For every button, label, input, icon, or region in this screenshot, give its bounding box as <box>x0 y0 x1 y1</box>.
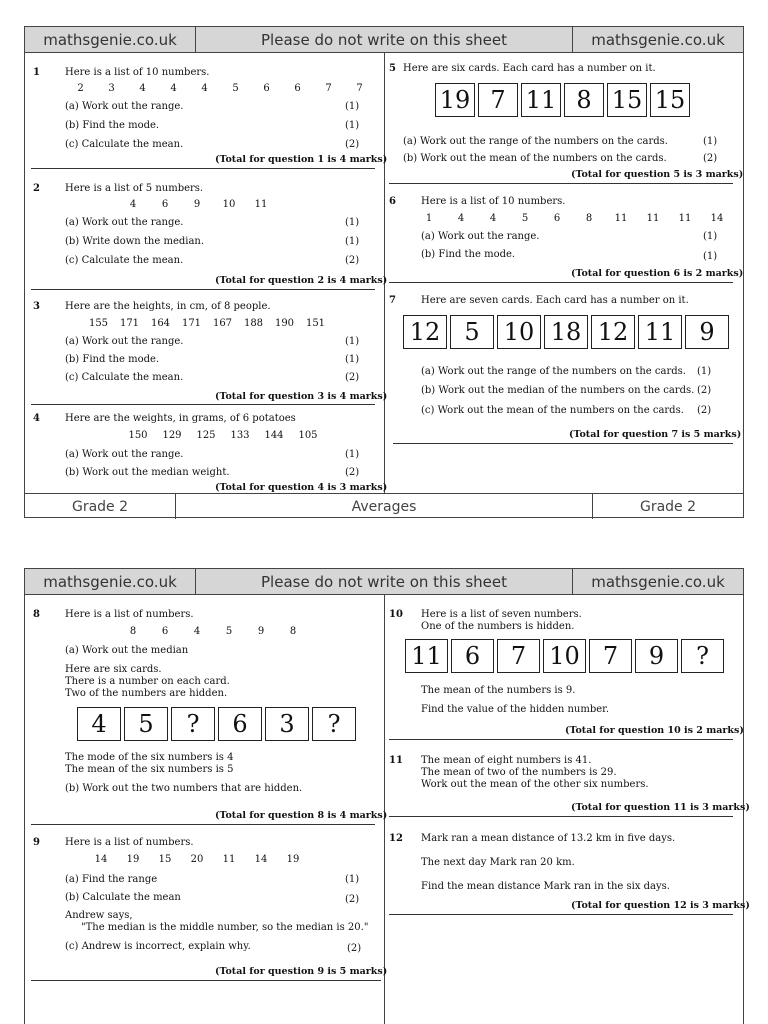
number-card: 9 <box>685 315 729 349</box>
question-text: Here are six cards. <box>65 664 162 675</box>
number-list <box>117 626 309 637</box>
question-text: Work out the mean of the other six numbers. <box>421 779 649 790</box>
list-number: 9 <box>193 199 201 210</box>
question-text: There is a number on each card. <box>65 676 230 687</box>
right-column <box>385 595 750 1024</box>
divider <box>31 404 375 405</box>
question-number: 5 <box>389 63 396 74</box>
part-a: (a) Work out the range. <box>65 101 184 112</box>
number-card: 11 <box>638 315 682 349</box>
divider <box>31 289 375 290</box>
question-number: 8 <box>33 609 40 620</box>
question-text: The mean of two of the numbers is 29. <box>421 767 617 778</box>
list-number: 11 <box>254 199 268 210</box>
part-marks: (1) <box>703 251 718 262</box>
list-number: 188 <box>243 318 264 329</box>
page-header <box>25 27 743 53</box>
number-card: 8 <box>564 83 604 117</box>
list-number: 3 <box>108 83 115 94</box>
part-b: (b) Work out the median of the numbers on the cards. <box>421 385 695 396</box>
part-c: (c) Calculate the mean. <box>65 139 184 150</box>
part-marks: (1) <box>345 236 360 247</box>
part-a: (a) Work out the range. <box>65 217 184 228</box>
list-number: 19 <box>286 854 300 865</box>
list-number: 14 <box>710 213 724 224</box>
list-number: 5 <box>225 626 233 637</box>
list-number: 4 <box>170 83 177 94</box>
divider <box>31 168 375 169</box>
part-marks: (2) <box>347 943 362 954</box>
footer-topic: Averages <box>175 494 593 519</box>
list-number: 4 <box>201 83 208 94</box>
question-quote: "The median is the middle number, so the median is 20." <box>81 922 369 933</box>
list-number: 4 <box>129 199 137 210</box>
question-number: 6 <box>389 196 396 207</box>
list-number: 8 <box>289 626 297 637</box>
part-b: (b) Find the mode. <box>65 354 160 365</box>
part-a: (a) Work out the range. <box>421 231 540 242</box>
list-number: 129 <box>162 430 182 441</box>
question-text: Here is a list of seven numbers. <box>421 609 582 620</box>
question-number: 11 <box>389 755 403 766</box>
part-b: (b) Work out the two numbers that are hidden. <box>65 783 303 794</box>
number-card: 4 <box>77 707 121 741</box>
number-card: 7 <box>497 639 540 673</box>
list-number: 11 <box>614 213 628 224</box>
list-number: 4 <box>457 213 465 224</box>
part-a: (a) Work out the range. <box>65 336 184 347</box>
question-text: Andrew says, <box>65 910 133 921</box>
header-left-site: mathsgenie.co.uk <box>43 30 177 49</box>
question-number: 3 <box>33 301 40 312</box>
number-card: 15 <box>650 83 690 117</box>
list-number: 11 <box>678 213 692 224</box>
number-list <box>413 213 733 224</box>
list-number: 125 <box>196 430 216 441</box>
divider <box>389 739 733 740</box>
worksheet-page-1 <box>24 26 744 518</box>
question-total: (Total for question 3 is 4 marks) <box>215 391 388 402</box>
list-number: 15 <box>158 854 172 865</box>
header-notice: Please do not write on this sheet <box>195 569 573 594</box>
question-text: Two of the numbers are hidden. <box>65 688 228 699</box>
number-card: ? <box>681 639 724 673</box>
divider <box>389 282 733 283</box>
list-number: 6 <box>161 199 169 210</box>
question-total: (Total for question 4 is 3 marks) <box>215 482 388 493</box>
list-number: 1 <box>425 213 433 224</box>
list-number: 8 <box>585 213 593 224</box>
question-text: One of the numbers is hidden. <box>421 621 575 632</box>
part-b: (b) Find the mode. <box>65 120 160 131</box>
number-cards <box>403 315 729 349</box>
number-card: 11 <box>521 83 561 117</box>
header-left-site: mathsgenie.co.uk <box>43 572 177 591</box>
list-number: 4 <box>139 83 146 94</box>
part-marks: (2) <box>703 153 718 164</box>
question-number: 1 <box>33 67 40 78</box>
question-number: 4 <box>33 413 40 424</box>
left-column <box>25 53 388 493</box>
number-card: 6 <box>451 639 494 673</box>
part-a: (a) Work out the range of the numbers on the cards. <box>403 136 668 147</box>
number-card: 18 <box>544 315 588 349</box>
divider <box>389 183 733 184</box>
part-c: (c) Andrew is incorrect, explain why. <box>65 941 251 952</box>
part-marks: (2) <box>345 139 360 150</box>
list-number: 190 <box>274 318 295 329</box>
number-card: 5 <box>450 315 494 349</box>
question-total: (Total for question 12 is 3 marks) <box>571 900 750 911</box>
left-column <box>25 595 388 1024</box>
page-footer <box>25 493 743 519</box>
part-marks: (1) <box>345 120 360 131</box>
question-total: (Total for question 7 is 5 marks) <box>569 429 742 440</box>
number-card: 6 <box>218 707 262 741</box>
part-a: (a) Work out the range of the numbers on the cards. <box>421 366 686 377</box>
list-number: 9 <box>257 626 265 637</box>
part-marks: (1) <box>345 874 360 885</box>
list-number: 11 <box>222 854 236 865</box>
part-b: (b) Work out the median weight. <box>65 467 230 478</box>
question-intro: Here are the weights, in grams, of 6 potatoes <box>65 413 296 424</box>
question-total: (Total for question 1 is 4 marks) <box>215 154 388 165</box>
question-text: Find the mean distance Mark ran in the six days. <box>421 881 670 892</box>
list-number: 20 <box>190 854 204 865</box>
number-cards <box>77 707 356 741</box>
question-intro: Here are seven cards. Each card has a number on it. <box>421 295 689 306</box>
question-text: The mode of the six numbers is 4 <box>65 752 234 763</box>
part-c: (c) Calculate the mean. <box>65 255 184 266</box>
question-total: (Total for question 10 is 2 marks) <box>565 725 744 736</box>
number-list <box>121 430 325 441</box>
number-list <box>117 199 277 210</box>
part-marks: (1) <box>703 231 718 242</box>
list-number: 6 <box>553 213 561 224</box>
question-number: 9 <box>33 837 40 848</box>
question-text: The next day Mark ran 20 km. <box>421 857 575 868</box>
header-right-site: mathsgenie.co.uk <box>591 30 725 49</box>
number-card: 7 <box>589 639 632 673</box>
list-number: 167 <box>212 318 233 329</box>
number-card: 15 <box>607 83 647 117</box>
question-text: The mean of eight numbers is 41. <box>421 755 592 766</box>
list-number: 171 <box>181 318 202 329</box>
part-b: (b) Find the mode. <box>421 249 516 260</box>
part-marks: (1) <box>345 217 360 228</box>
question-total: (Total for question 2 is 4 marks) <box>215 275 388 286</box>
list-number: 11 <box>646 213 660 224</box>
number-card: 12 <box>591 315 635 349</box>
part-a: (a) Find the range <box>65 874 158 885</box>
part-b: (b) Work out the mean of the numbers on the cards. <box>403 153 667 164</box>
divider <box>389 914 733 915</box>
question-total: (Total for question 6 is 2 marks) <box>571 268 744 279</box>
divider <box>31 824 375 825</box>
list-number: 7 <box>356 83 363 94</box>
part-c: (c) Calculate the mean. <box>65 372 184 383</box>
list-number: 150 <box>128 430 148 441</box>
divider <box>31 980 381 981</box>
list-number: 5 <box>521 213 529 224</box>
question-intro: Here is a list of numbers. <box>65 609 194 620</box>
part-a: (a) Work out the range. <box>65 449 184 460</box>
number-list <box>85 854 309 865</box>
number-card: 19 <box>435 83 475 117</box>
number-card: ? <box>171 707 215 741</box>
number-cards <box>435 83 690 117</box>
question-intro: Here are the heights, in cm, of 8 people. <box>65 301 271 312</box>
worksheet-page-2 <box>24 568 750 1024</box>
question-text: Mark ran a mean distance of 13.2 km in five days. <box>421 833 676 844</box>
question-total: (Total for question 8 is 4 marks) <box>215 810 388 821</box>
list-number: 5 <box>232 83 239 94</box>
question-text: The mean of the six numbers is 5 <box>65 764 234 775</box>
part-marks: (2) <box>697 405 712 416</box>
question-number: 10 <box>389 609 403 620</box>
number-list <box>83 318 331 329</box>
list-number: 7 <box>325 83 332 94</box>
list-number: 6 <box>263 83 270 94</box>
list-number: 4 <box>193 626 201 637</box>
divider <box>393 443 733 444</box>
list-number: 6 <box>294 83 301 94</box>
question-total: (Total for question 9 is 5 marks) <box>215 966 388 977</box>
number-card: 11 <box>405 639 448 673</box>
header-notice: Please do not write on this sheet <box>195 27 573 52</box>
part-marks: (2) <box>345 372 360 383</box>
right-column <box>385 53 743 493</box>
list-number: 8 <box>129 626 137 637</box>
list-number: 171 <box>119 318 140 329</box>
part-marks: (1) <box>345 354 360 365</box>
number-card: 10 <box>497 315 541 349</box>
list-number: 19 <box>126 854 140 865</box>
question-intro: Here are six cards. Each card has a number on it. <box>403 63 656 74</box>
part-marks: (2) <box>345 894 360 905</box>
part-marks: (2) <box>345 255 360 266</box>
divider <box>389 816 733 817</box>
question-intro: Here is a list of numbers. <box>65 837 194 848</box>
number-card: ? <box>312 707 356 741</box>
list-number: 155 <box>88 318 109 329</box>
question-number: 2 <box>33 183 40 194</box>
question-intro: Here is a list of 5 numbers. <box>65 183 204 194</box>
part-b: (b) Write down the median. <box>65 236 205 247</box>
number-list <box>65 83 375 94</box>
part-c: (c) Work out the mean of the numbers on the cards. <box>421 405 684 416</box>
number-card: 12 <box>403 315 447 349</box>
part-marks: (1) <box>345 336 360 347</box>
footer-grade-right: Grade 2 <box>639 498 697 515</box>
list-number: 14 <box>94 854 108 865</box>
footer-grade-left: Grade 2 <box>71 498 129 515</box>
list-number: 10 <box>222 199 236 210</box>
number-card: 10 <box>543 639 586 673</box>
list-number: 164 <box>150 318 171 329</box>
list-number: 133 <box>230 430 250 441</box>
question-text: The mean of the numbers is 9. <box>421 685 576 696</box>
question-total: (Total for question 11 is 3 marks) <box>571 802 750 813</box>
number-card: 7 <box>478 83 518 117</box>
list-number: 105 <box>298 430 318 441</box>
header-right-site: mathsgenie.co.uk <box>591 572 725 591</box>
part-marks: (2) <box>697 385 712 396</box>
part-marks: (1) <box>345 449 360 460</box>
number-cards <box>405 639 724 673</box>
question-intro: Here is a list of 10 numbers. <box>421 196 566 207</box>
list-number: 144 <box>264 430 284 441</box>
part-marks: (2) <box>345 467 360 478</box>
number-card: 3 <box>265 707 309 741</box>
list-number: 151 <box>305 318 326 329</box>
list-number: 2 <box>77 83 84 94</box>
part-a: (a) Work out the median <box>65 645 189 656</box>
question-number: 7 <box>389 295 396 306</box>
question-number: 12 <box>389 833 403 844</box>
part-marks: (1) <box>703 136 718 147</box>
question-total: (Total for question 5 is 3 marks) <box>571 169 744 180</box>
number-card: 5 <box>124 707 168 741</box>
question-intro: Here is a list of 10 numbers. <box>65 67 210 78</box>
part-b: (b) Calculate the mean <box>65 892 181 903</box>
list-number: 4 <box>489 213 497 224</box>
list-number: 6 <box>161 626 169 637</box>
page-header <box>25 569 743 595</box>
part-marks: (1) <box>345 101 360 112</box>
number-card: 9 <box>635 639 678 673</box>
list-number: 14 <box>254 854 268 865</box>
question-text: Find the value of the hidden number. <box>421 704 610 715</box>
part-marks: (1) <box>697 366 712 377</box>
